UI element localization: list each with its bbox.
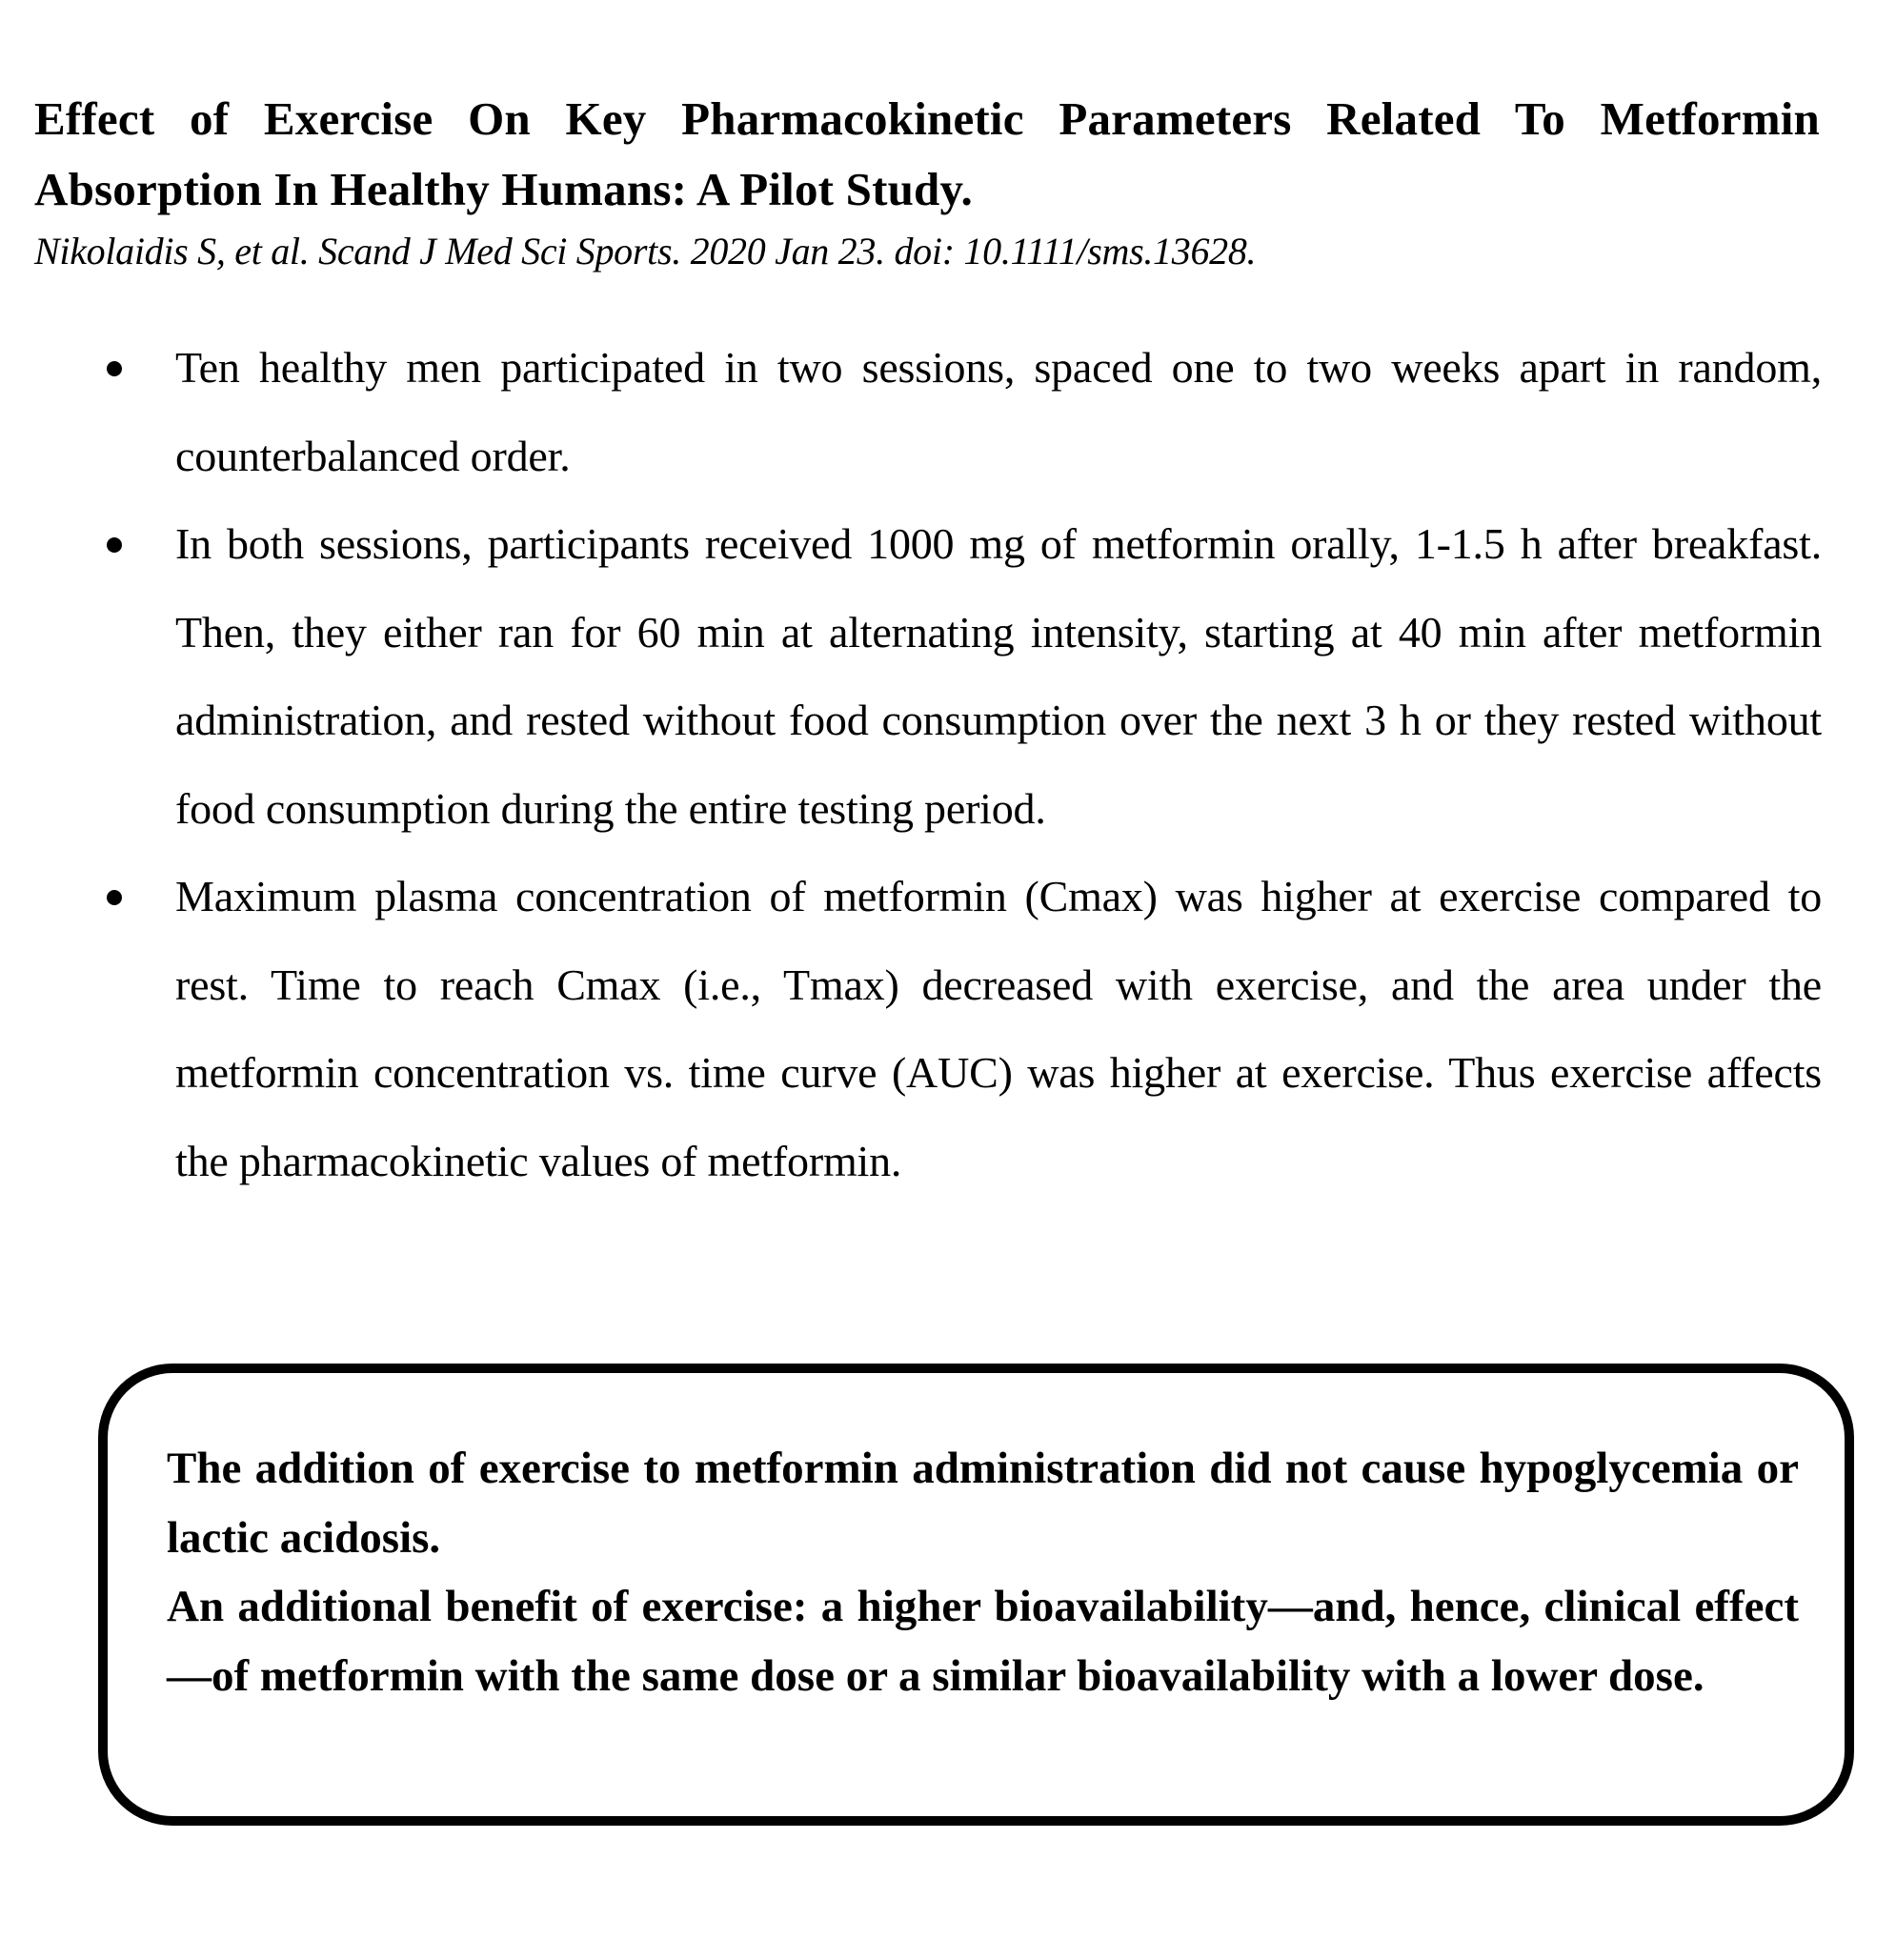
list-item-text: In both sessions, participants received 1000 mg of metformin orally, 1-1.5 h after breakfast. Then, they either ran for 60 min at alternating intensity, starting at 40 min after metformin administration, and rested without food consumption over the next 3 h or they rested without food consumption during the entire testing period. <box>175 519 1822 833</box>
bullet-dot-icon <box>107 890 122 905</box>
list-item-text: Maximum plasma concentration of metformin (Cmax) was higher at exercise compared to rest. Time to reach Cmax (i.e., Tmax) decreased with exercise, and the area under the metformin concentration vs. time curve (AUC) was higher at exercise. Thus exercise affects the pharmacokinetic values of metformin. <box>175 872 1822 1185</box>
conclusion-paragraph-benefit: An additional benefit of exercise: a higher bioavailability—and, hence, clinical effect—of metformin with the same dose or a similar bioavailability with a lower dose. <box>167 1582 1799 1701</box>
conclusion-text <box>167 1434 1799 1710</box>
conclusion-box <box>98 1364 1854 1826</box>
article-citation: Nikolaidis S, et al. Scand J Med Sci Sports. 2020 Jan 23. doi: 10.1111/sms.13628. <box>34 230 1257 273</box>
list-item-text: Ten healthy men participated in two sessions, spaced one to two weeks apart in random, counterbalanced order. <box>175 343 1822 480</box>
list-item <box>0 500 1822 853</box>
list-item <box>0 853 1822 1205</box>
bullet-dot-icon <box>107 361 122 376</box>
conclusion-paragraph-safety: The addition of exercise to metformin administration did not cause hypoglycemia or lactic acidosis. <box>167 1444 1799 1563</box>
list-item <box>0 324 1822 500</box>
bullet-dot-icon <box>107 537 122 553</box>
key-findings-list <box>0 324 1896 1205</box>
article-title: Effect of Exercise On Key Pharmacokinetic Parameters Related To Metformin Absorption In Healthy Humans: A Pilot Study. <box>34 92 1820 215</box>
